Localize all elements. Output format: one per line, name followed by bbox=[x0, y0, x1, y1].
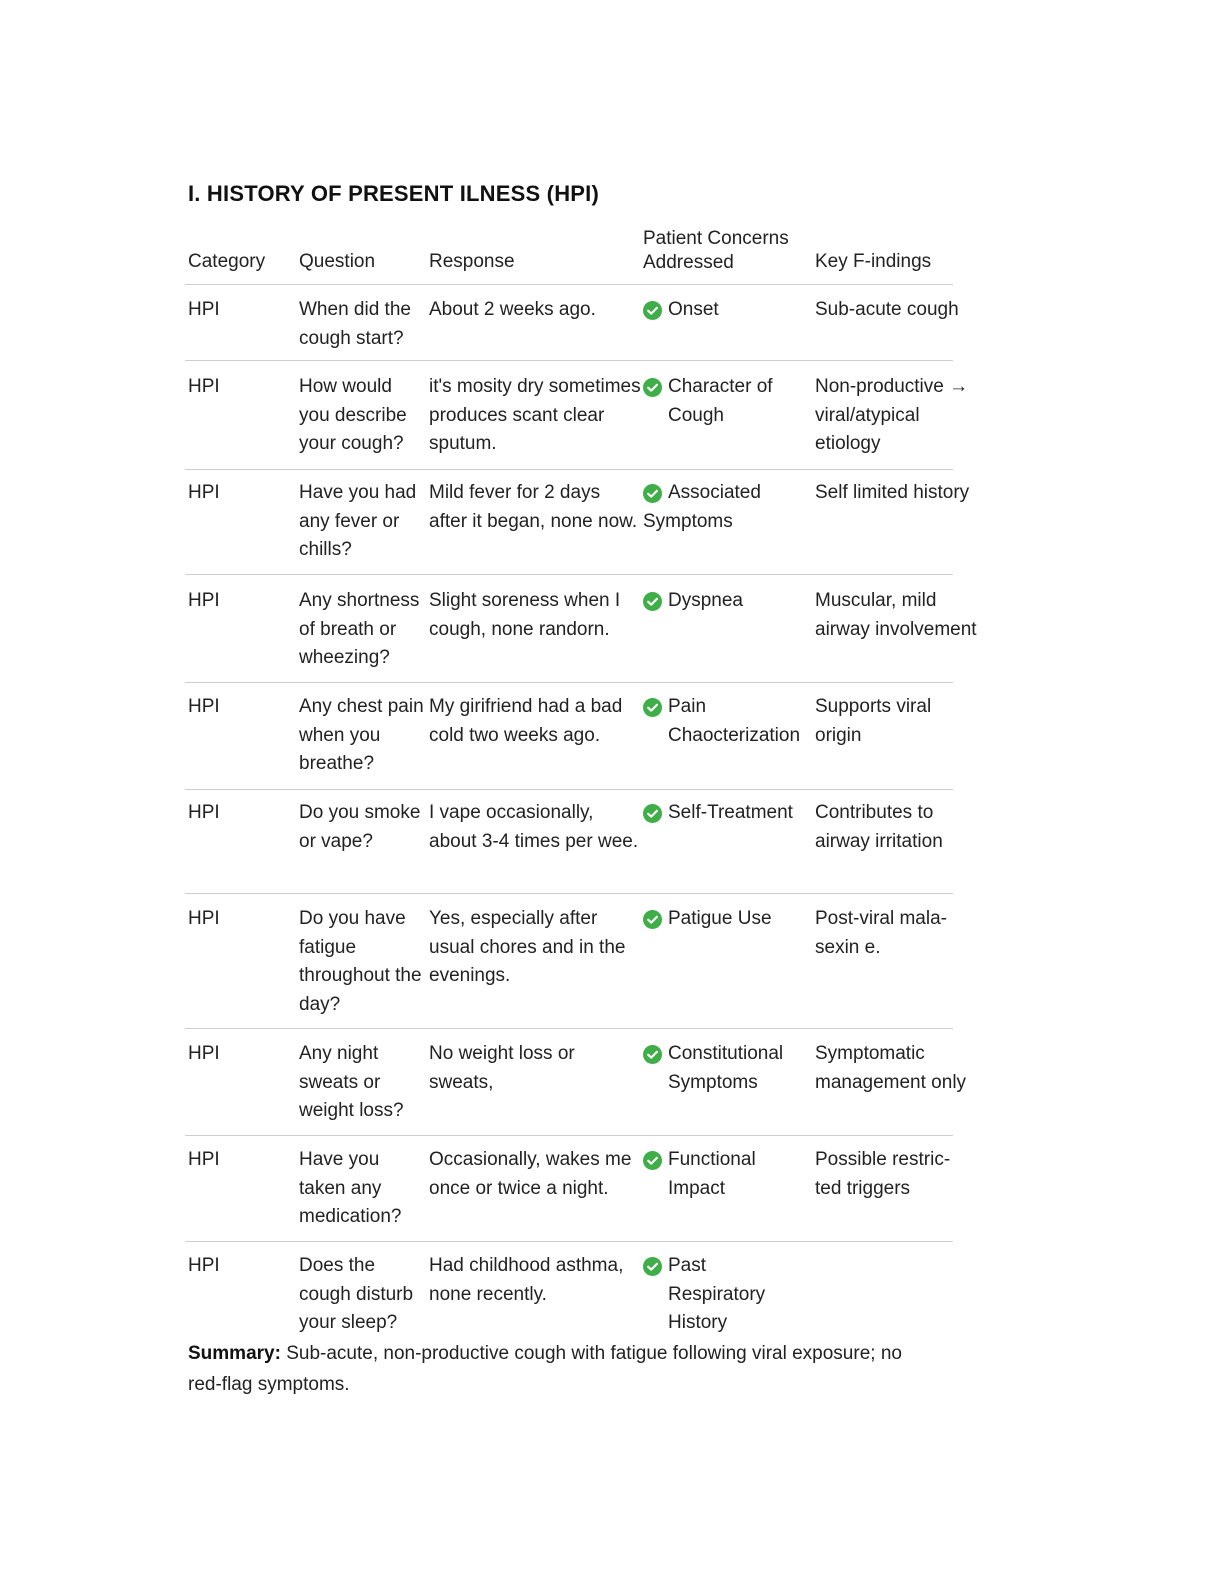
concern-label: Character of Cough bbox=[668, 376, 773, 426]
cell-response: Occasionally, wakes me once or twice a night. bbox=[429, 1149, 632, 1199]
concern-label: Associated Symptoms bbox=[643, 482, 761, 532]
cell-response: No weight loss or sweats, bbox=[429, 1043, 575, 1093]
row-divider bbox=[185, 1135, 953, 1136]
check-circle-icon bbox=[643, 910, 662, 929]
check-circle-icon bbox=[643, 804, 662, 823]
cell-concern bbox=[643, 373, 808, 430]
header-concerns-line2: Addressed bbox=[643, 252, 734, 273]
concern-label: Pain Chaocterization bbox=[668, 696, 801, 746]
cell-concern bbox=[643, 905, 808, 934]
cell-concern bbox=[643, 1040, 808, 1097]
page-title: I. HISTORY OF PRESENT ILNESS (HPI) bbox=[188, 181, 600, 206]
cell-concern bbox=[643, 799, 808, 828]
header-key-findings: Key F-indings bbox=[815, 251, 932, 272]
cell-finding: Supports viral origin bbox=[815, 696, 932, 746]
cell-question: Does the cough disturb your sleep? bbox=[299, 1255, 414, 1334]
cell-category: HPI bbox=[188, 802, 220, 823]
cell-response: I vape occasionally, about 3-4 times per wee. bbox=[429, 802, 639, 852]
cell-question: Have you had any fever or chills? bbox=[299, 482, 417, 561]
cell-question: When did the cough start? bbox=[299, 299, 411, 349]
cell-response: Mild fever for 2 days after it began, none now. bbox=[429, 482, 638, 532]
cell-response: it's mosity dry sometimes produces scant clear sputum. bbox=[429, 376, 641, 455]
cell-concern bbox=[643, 1146, 808, 1203]
header-category: Category bbox=[188, 251, 266, 272]
check-circle-icon bbox=[643, 1257, 662, 1276]
cell-category: HPI bbox=[188, 696, 220, 717]
cell-concern bbox=[643, 587, 808, 616]
header-patient-concerns bbox=[643, 227, 793, 275]
cell-finding: Self limited history bbox=[815, 482, 970, 503]
cell-category: HPI bbox=[188, 482, 220, 503]
cell-question: Any shortness of breath or wheezing? bbox=[299, 590, 420, 669]
summary-label: Summary: bbox=[188, 1343, 281, 1364]
cell-question: Do you have fatigue throughout the day? bbox=[299, 908, 422, 1016]
cell-response: My girifriend had a bad cold two weeks ago. bbox=[429, 696, 623, 746]
cell-question: Any night sweats or weight loss? bbox=[299, 1043, 404, 1122]
row-divider bbox=[185, 1241, 953, 1242]
cell-question: Have you taken any medication? bbox=[299, 1149, 402, 1228]
cell-category: HPI bbox=[188, 908, 220, 929]
concern-label: Past Respiratory History bbox=[668, 1255, 766, 1334]
summary bbox=[188, 1338, 928, 1400]
cell-category: HPI bbox=[188, 1149, 220, 1170]
cell-category: HPI bbox=[188, 376, 220, 397]
check-circle-icon bbox=[643, 698, 662, 717]
row-divider bbox=[185, 682, 953, 683]
cell-concern bbox=[643, 1252, 808, 1338]
concern-label: Constitutional Symptoms bbox=[668, 1043, 784, 1093]
cell-finding: Non-productive → viral/atypical etiology bbox=[815, 376, 969, 455]
cell-response: Slight soreness when I cough, none randorn. bbox=[429, 590, 621, 640]
summary-text: Sub-acute, non-productive cough with fatigue following viral exposure; no red-flag symptoms. bbox=[188, 1343, 902, 1395]
cell-concern bbox=[643, 296, 808, 325]
cell-category: HPI bbox=[188, 1255, 220, 1276]
header-divider bbox=[185, 284, 953, 285]
check-circle-icon bbox=[643, 592, 662, 611]
cell-response: Had childhood asthma, none recently. bbox=[429, 1255, 624, 1305]
header-concerns-line1: Patient Concerns bbox=[643, 228, 789, 249]
cell-response: About 2 weeks ago. bbox=[429, 299, 596, 320]
cell-finding: Muscular, mild airway involvement bbox=[815, 590, 977, 640]
concern-label: Self-Treatment bbox=[668, 802, 793, 823]
check-circle-icon bbox=[643, 378, 662, 397]
row-divider bbox=[185, 469, 953, 470]
cell-category: HPI bbox=[188, 299, 220, 320]
row-divider bbox=[185, 1028, 953, 1029]
cell-category: HPI bbox=[188, 590, 220, 611]
concern-label: Onset bbox=[668, 299, 719, 320]
cell-question: How would you describe your cough? bbox=[299, 376, 407, 455]
cell-finding: Contributes to airway irritation bbox=[815, 802, 943, 852]
check-circle-icon bbox=[643, 484, 662, 503]
check-circle-icon bbox=[643, 301, 662, 320]
cell-response: Yes, especially after usual chores and in the evenings. bbox=[429, 908, 626, 987]
concern-label: Patigue Use bbox=[668, 908, 772, 929]
row-divider bbox=[185, 789, 953, 790]
cell-finding: Post-viral mala- sexin e. bbox=[815, 908, 947, 958]
cell-question: Any chest pain when you breathe? bbox=[299, 696, 424, 775]
concern-label: Functional Impact bbox=[668, 1149, 756, 1199]
cell-question: Do you smoke or vape? bbox=[299, 802, 421, 852]
cell-category: HPI bbox=[188, 1043, 220, 1064]
row-divider bbox=[185, 360, 953, 361]
cell-concern bbox=[643, 693, 808, 750]
cell-finding: Symptomatic management only bbox=[815, 1043, 967, 1093]
header-question: Question bbox=[299, 251, 376, 272]
check-circle-icon bbox=[643, 1045, 662, 1064]
row-divider bbox=[185, 893, 953, 894]
concern-label: Dyspnea bbox=[668, 590, 743, 611]
row-divider bbox=[185, 574, 953, 575]
cell-finding: Possible restric- ted triggers bbox=[815, 1149, 951, 1199]
cell-concern bbox=[643, 479, 808, 536]
header-response: Response bbox=[429, 251, 515, 272]
cell-finding: Sub-acute cough bbox=[815, 299, 959, 320]
check-circle-icon bbox=[643, 1151, 662, 1170]
